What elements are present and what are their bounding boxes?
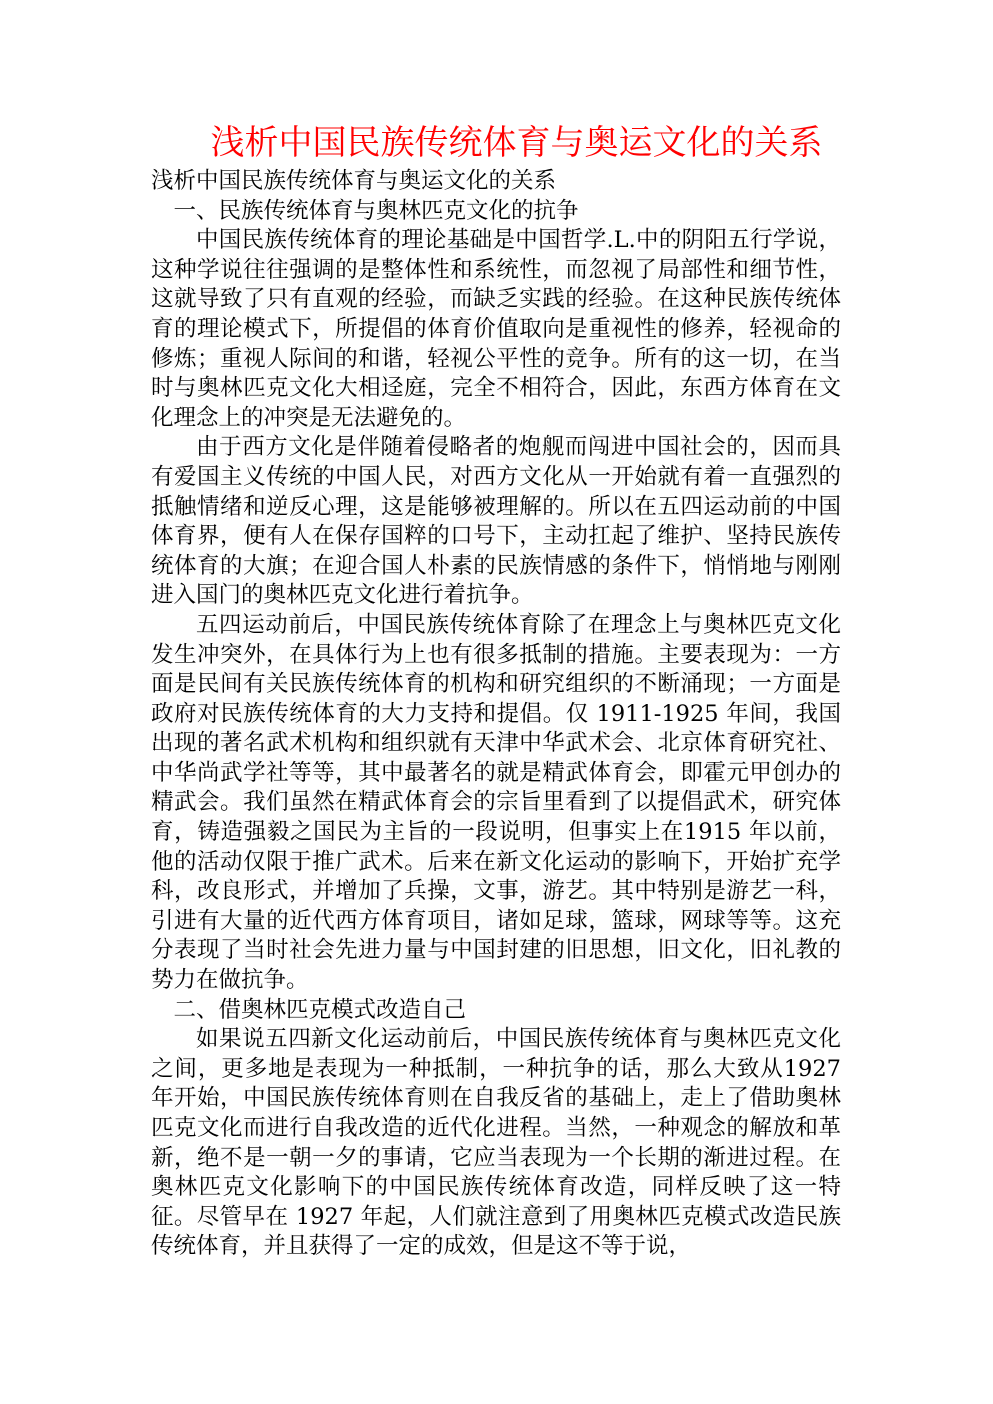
paragraph-3: 五四运动前后，中国民族传统体育除了在理念上与奥林匹克文化发生冲突外，在具体行为上也有很多抵制的措施。主要表现为：一方面是民间有关民族传统体育的机构和研究组织的不断涌现；一方面是政府对民族传统体育的大力支持和提倡。仅 1911-1925 年间，我国出现的著名武术机构和组织就有天津中华武术会、北京体育研究社、中华尚武学社等等，其中最著名的就是精武体育会，即霍元甲创办的精武会。我们虽然在精武体育会的宗旨里看到了以提倡武术，研究体育，铸造强毅之国民为主旨的一段说明，但事实上在1915 年以前，他的活动仅限于推广武术。后来在新文化运动的影响下，开始扩充学科，改良形式，并增加了兵操，文事，游艺。其中特别是游艺一科，引进有大量的近代西方体育项目，诸如足球，篮球，网球等等。这充分表现了当时社会先进力量与中国封建的旧思想，旧文化，旧礼教的势力在做抗争。 bbox=[151, 611, 841, 994]
document-title: 浅析中国民族传统体育与奥运文化的关系 bbox=[210, 123, 823, 163]
document-body bbox=[151, 167, 841, 1262]
paragraph-4: 如果说五四新文化运动前后，中国民族传统体育与奥林匹克文化之间，更多地是表现为一种抵制，一种抗争的话，那么大致从1927 年开始，中国民族传统体育则在自我反省的基础上，走上了借助奥林匹克文化而进行自我改造的近代化进程。当然，一种观念的解放和革新，绝不是一朝一夕的事请，它应当表现为一个长期的渐进过程。在奥林匹克文化影响下的中国民族传统体育改造，同样反映了这一特征。尽管早在 1927 年起，人们就注意到了用奥林匹克模式改造民族传统体育，并且获得了一定的成效，但是这不等于说， bbox=[151, 1026, 841, 1260]
section-heading-1: 一、民族传统体育与奥林匹克文化的抗争 bbox=[173, 197, 579, 224]
paragraph-2: 由于西方文化是伴随着侵略者的炮舰而闯进中国社会的，因而具有爱国主义传统的中国人民，对西方文化从一开始就有着一直强烈的抵触情绪和逆反心理，这是能够被理解的。所以在五四运动前的中国体育界，便有人在保存国粹的口号下，主动扛起了维护、坚持民族传统体育的大旗；在迎合国人朴素的民族情感的条件下，悄悄地与刚刚进入国门的奥林匹克文化进行着抗争。 bbox=[151, 434, 841, 609]
section-heading-2: 二、借奥林匹克模式改造自己 bbox=[173, 996, 467, 1023]
document-subtitle: 浅析中国民族传统体育与奥运文化的关系 bbox=[151, 168, 557, 194]
paragraph-1: 中国民族传统体育的理论基础是中国哲学.L.中的阴阳五行学说，这种学说往往强调的是整体性和系统性，而忽视了局部性和细节性，这就导致了只有直观的经验，而缺乏实践的经验。在这种民族传统体育的理论模式下，所提倡的体育价值取向是重视性的修养，轻视命的修炼；重视人际间的和谐，轻视公平性的竞争。所有的这一切，在当时与奥林匹克文化大相迳庭，完全不相符合，因此，东西方体育在文化理念上的冲突是无法避免的。 bbox=[151, 227, 841, 431]
